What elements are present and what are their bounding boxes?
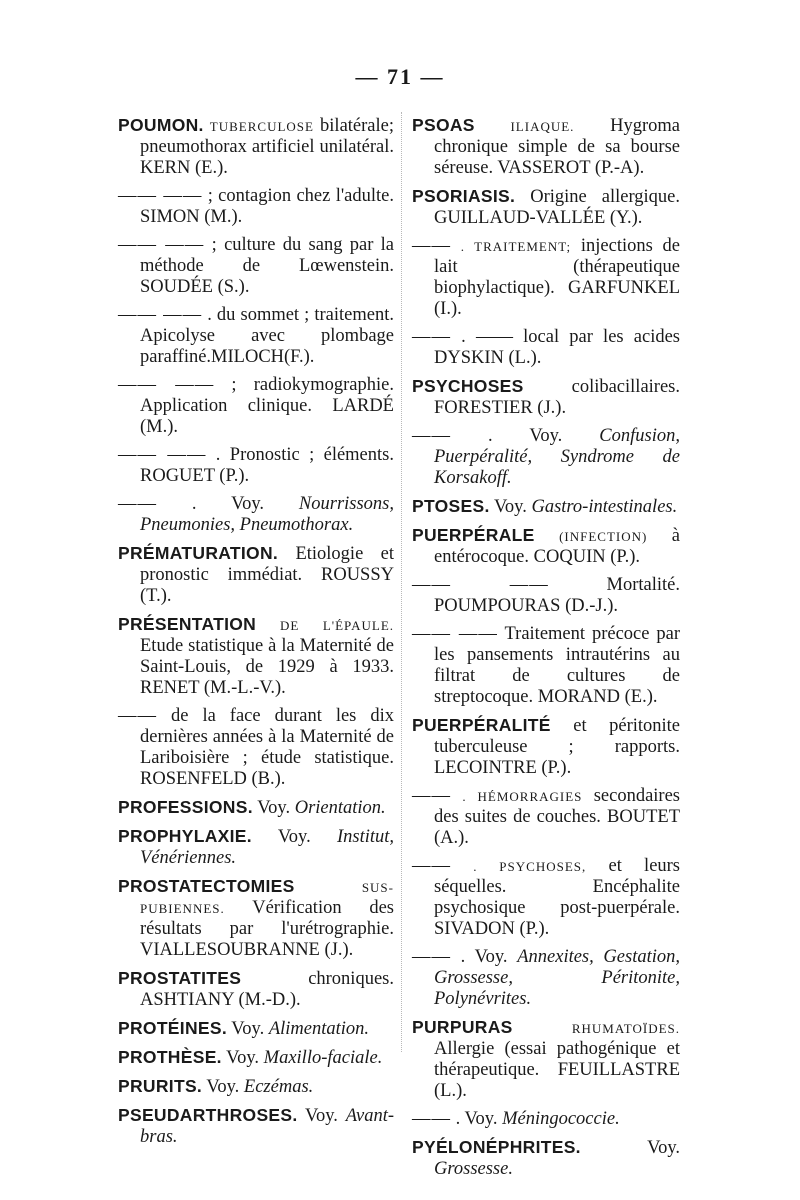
index-entry [118,543,394,607]
entry-dash: —— [412,327,451,347]
index-entry [118,1047,394,1069]
entry-headword: PROTÉINES. [118,1018,227,1038]
entry-italic: Maxillo-faciale. [263,1048,383,1068]
entry-dash: —— [412,1109,451,1129]
entry-smallcaps: . HÉMORRAGIES [462,789,583,804]
index-entry [118,494,394,536]
index-entry [118,826,394,869]
index-entry [412,525,680,568]
index-entry [118,614,394,699]
entry-dash: —— [118,706,157,726]
index-entry [118,375,394,438]
entry-text: Hygroma chronique simple de sa bourse séreuse. VASSEROT (P.-A). [434,116,680,178]
entry-smallcaps: DE L'ÉPAULE. [280,618,395,633]
entry-text: Origine allergique. GUILLAUD-VALLÉE (Y.). [434,187,680,228]
entry-text: de la face durant les dix dernières années à la Maternité de Lariboisière ; étude statistique. ROSENFELD (B.). [140,706,395,789]
entry-dash: —— —— [118,375,215,395]
entry-headword: PROFESSIONS. [118,797,253,817]
entry-text: . Voy. [488,426,563,446]
entry-italic: Nourrissons, Pneumonies, Pneumothorax. [140,494,395,535]
entry-smallcaps: . PSYCHOSES, [473,859,587,874]
entry-italic: Méningococcie. [502,1109,620,1129]
entry-text: . Voy. [191,494,264,514]
entry-text: injections de lait (thérapeutique biophylactique). GARFUNKEL (I.). [434,236,681,319]
entry-dash: —— —— [118,235,205,255]
index-entry [412,376,680,419]
index-entry [412,624,680,708]
entry-text: ; radiokymographie. Application clinique. LARDÉ (M.). [140,375,394,437]
index-entry [118,797,394,819]
entry-text: ; culture du sang par la méthode de Lœwenstein. SOUDÉE (S.). [140,235,395,297]
entry-italic: Confusion, Puerpéralité, Syndrome de Korsakoff. [434,426,680,488]
entry-headword: PSORIASIS. [412,186,516,206]
entry-text: Voy. [647,1138,680,1158]
index-entry [412,327,680,369]
entry-text: bilatérale; pneumothorax artificiel unilatéral. KERN (E.). [140,116,395,178]
entry-text: Voy. [231,1019,265,1039]
entry-smallcaps: . TRAITEMENT; [460,239,572,254]
index-entry [118,305,394,368]
index-entry [412,1109,680,1130]
index-entry [118,968,394,1011]
entry-text: Allergie (essai pathogénique et thérapeutique. FEUILLASTRE (L.). [434,1039,680,1101]
index-entry [118,706,394,790]
index-entry [412,186,680,229]
entry-italic: Gastro-intestinales. [531,497,678,517]
index-entry [412,947,680,1010]
entry-text: Traitement précoce par les pansements intrautérins au filtrat de cultures de streptocoque. MORAND (E.). [434,624,680,707]
entry-headword: PROPHYLAXIE. [118,826,252,846]
entry-text: Voy. [226,1048,260,1068]
page-number: — 71 — [355,64,445,89]
entry-italic: Institut, Vénériennes. [140,827,394,868]
entry-italic: Grossesse. [434,1159,513,1179]
entry-headword: PRÉMATURATION. [118,543,279,563]
entry-dash: —— [412,947,451,967]
index-entry [412,1017,680,1102]
index-entry [118,186,394,228]
entry-headword: PSYCHOSES [412,376,524,396]
index-entry [118,1018,394,1040]
entry-text: Vérification des résultats par l'urétrographie. VIALLESOUBRANNE (J.). [140,898,394,960]
index-entry [118,235,394,298]
entry-headword: PURPURAS [412,1017,513,1037]
index-entry [412,575,680,617]
entry-smallcaps: TUBERCULOSE [209,119,314,134]
right-column [412,115,680,1187]
entry-text: Voy. [493,497,527,517]
left-column [118,115,394,1155]
entry-text: . du sommet ; traitement. Apicolyse avec plombage paraffiné.MILOCH(F.). [140,305,395,367]
entry-dash: —— —— [118,186,203,206]
index-entry [412,496,680,518]
entry-smallcaps: ILIAQUE. [510,119,575,134]
index-entry [412,426,680,489]
entry-text: Etude statistique à la Maternité de Saint-Louis, de 1929 à 1933. RENET (M.-L.-V.). [140,636,394,698]
entry-italic: Orientation. [294,798,386,818]
index-entry [118,445,394,487]
entry-smallcaps: (INFECTION) [559,529,648,544]
entry-dash: —— —— [412,575,549,595]
entry-dash: —— [412,786,451,806]
entry-text: . —— local par les acides DYSKIN (L.). [434,327,680,368]
entry-text: . Voy. [460,947,508,967]
entry-dash: —— —— [118,445,207,465]
entry-headword: PRURITS. [118,1076,203,1096]
entry-italic: Avant-bras. [140,1106,394,1147]
entry-headword: POUMON. [118,115,204,135]
index-entry [412,856,680,940]
entry-text: Voy. [277,827,311,847]
entry-dash: —— [412,236,451,256]
entry-text: . Voy. [455,1109,498,1129]
entry-dash: —— [412,426,451,446]
index-entry [118,1076,394,1098]
entry-italic: Annexites, Gestation, Grossesse, Péritonite, Polynévrites. [434,947,680,1009]
entry-text: à entérocoque. COQUIN (P.). [434,526,680,567]
entry-smallcaps: SUS-PUBIENNES. [140,880,394,916]
entry-text: ; contagion chez l'adulte. SIMON (M.). [140,186,394,227]
entry-text: colibacillaires. FORESTIER (J.). [434,377,680,418]
index-entry [412,236,680,320]
index-entry [118,1105,394,1148]
entry-text: Voy. [206,1077,240,1097]
entry-headword: PUERPÉRALITÉ [412,715,551,735]
index-entry [118,115,394,179]
entry-headword: PROSTATITES [118,968,242,988]
entry-italic: Alimentation. [268,1019,370,1039]
entry-text: Mortalité. POUMPOURAS (D.-J.). [434,575,680,616]
index-entry [412,786,680,849]
entry-text: et leurs séquelles. Encéphalite psychosique post-puerpérale. SIVADON (P.). [434,856,681,939]
entry-italic: Eczémas. [243,1077,314,1097]
entry-text: Voy. [305,1106,338,1126]
entry-headword: PSOAS [412,115,475,135]
entry-dash: —— —— [412,624,498,644]
entry-headword: PRÉSENTATION [118,614,257,634]
entry-headword: PROSTATECTOMIES [118,876,295,896]
entry-smallcaps: RHUMATOÏDES. [571,1021,680,1036]
entry-headword: PYÉLONÉPHRITES. [412,1137,581,1157]
index-entry [412,1137,680,1180]
index-entry [412,715,680,779]
index-entry [412,115,680,179]
column-divider [401,112,402,1052]
entry-dash: —— [118,494,157,514]
index-entry [118,876,394,961]
entry-headword: PTOSES. [412,496,490,516]
entry-headword: PUERPÉRALE [412,525,535,545]
entry-dash: —— —— [118,305,203,325]
entry-headword: PROTHÈSE. [118,1047,222,1067]
entry-text: chroniques. ASHTIANY (M.-D.). [140,969,394,1010]
entry-text: . Pronostic ; éléments. ROGUET (P.). [140,445,394,486]
entry-text: et péritonite tuberculeuse ; rapports. LECOINTRE (P.). [434,716,681,778]
entry-text: Voy. [257,798,291,818]
entry-text: Etiologie et pronostic immédiat. ROUSSY (T.). [140,544,394,606]
entry-text: secondaires des suites de couches. BOUTET (A.). [434,786,680,848]
entry-headword: PSEUDARTHROSES. [118,1105,298,1125]
entry-dash: —— [412,856,451,876]
